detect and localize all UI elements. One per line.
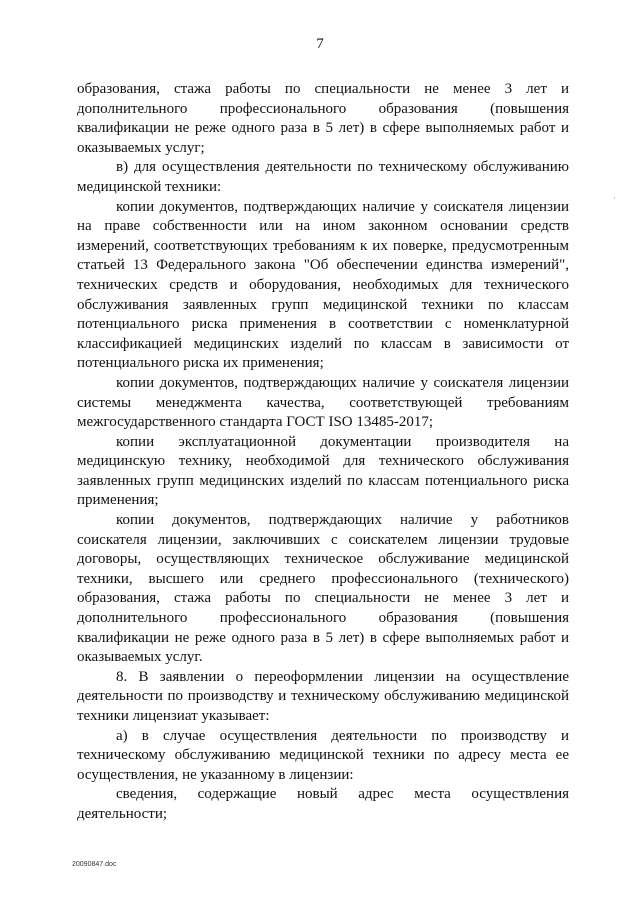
paragraph-continuation: образования, стажа работы по специальности не менее 3 лет и дополнительного профессионального образования (повышения квалификации не реже одного раза в 5 лет) в сфере выполняемых работ и оказываемых услуг;: [77, 81, 569, 156]
document-body: [77, 80, 569, 825]
paragraph-section-8: 8. В заявлении о переоформлении лицензии на осуществление деятельности по производству и техническому обслуживанию медицинской техники лицензиат указывает:: [77, 668, 569, 724]
paragraph-subpoint-v: в) для осуществления деятельности по техническому обслуживанию медицинской техники:: [77, 159, 569, 195]
paragraph-subpoint-a: а) в случае осуществления деятельности по производству и техническому обслуживанию медицинской техники по адресу места ее осуществления, не указанному в лицензии:: [77, 727, 569, 783]
paragraph-quality-management: копии документов, подтверждающих наличие у соискателя лицензии системы менеджмента качества, соответствующей требованиям межгосударственного стандарта ГОСТ ISO 13485-2017;: [77, 374, 569, 431]
paragraph-new-address: сведения, содержащие новый адрес места осуществления деятельности;: [77, 786, 569, 822]
paragraph-staff-qualifications: копии документов, подтверждающих наличие у работников соискателя лицензии, заключивших с соискателем лицензии трудовые договоры, осуществляющих техническое обслуживание медицинской техники, высшего или среднего профессионального (технического) образования, стажа работы по специальности не менее 3 лет и дополнительного профессионального образования (повышения квалификации не реже одного раза в 5 лет) в сфере выполняемых работ и оказываемых услуг.: [77, 512, 569, 666]
page-number: 7: [316, 36, 324, 52]
paragraph-measuring-instruments: копии документов, подтверждающих наличие у соискателя лицензии на праве собственности или на ином законном основании средств измерений, соответствующих требованиям к их поверке, предусмотренным статьей 13 Федерального закона "Об обеспечении единства измерений", технических средств и оборудования, необходимых для технического обслуживания заявленных групп медицинской техники по классам потенциального риска применения в соответствии с номенклатурной классификацией медицинских изделий по классам в зависимости от потенциального риска их применения;: [77, 198, 569, 372]
paragraph-operational-docs: копии эксплуатационной документации производителя на медицинскую технику, необходимой для технического обслуживания заявленных групп медицинских изделий по классам потенциального риска применения;: [77, 433, 569, 509]
footer-filename: 20090847.doc: [72, 861, 117, 868]
margin-mark: ·: [613, 193, 616, 203]
